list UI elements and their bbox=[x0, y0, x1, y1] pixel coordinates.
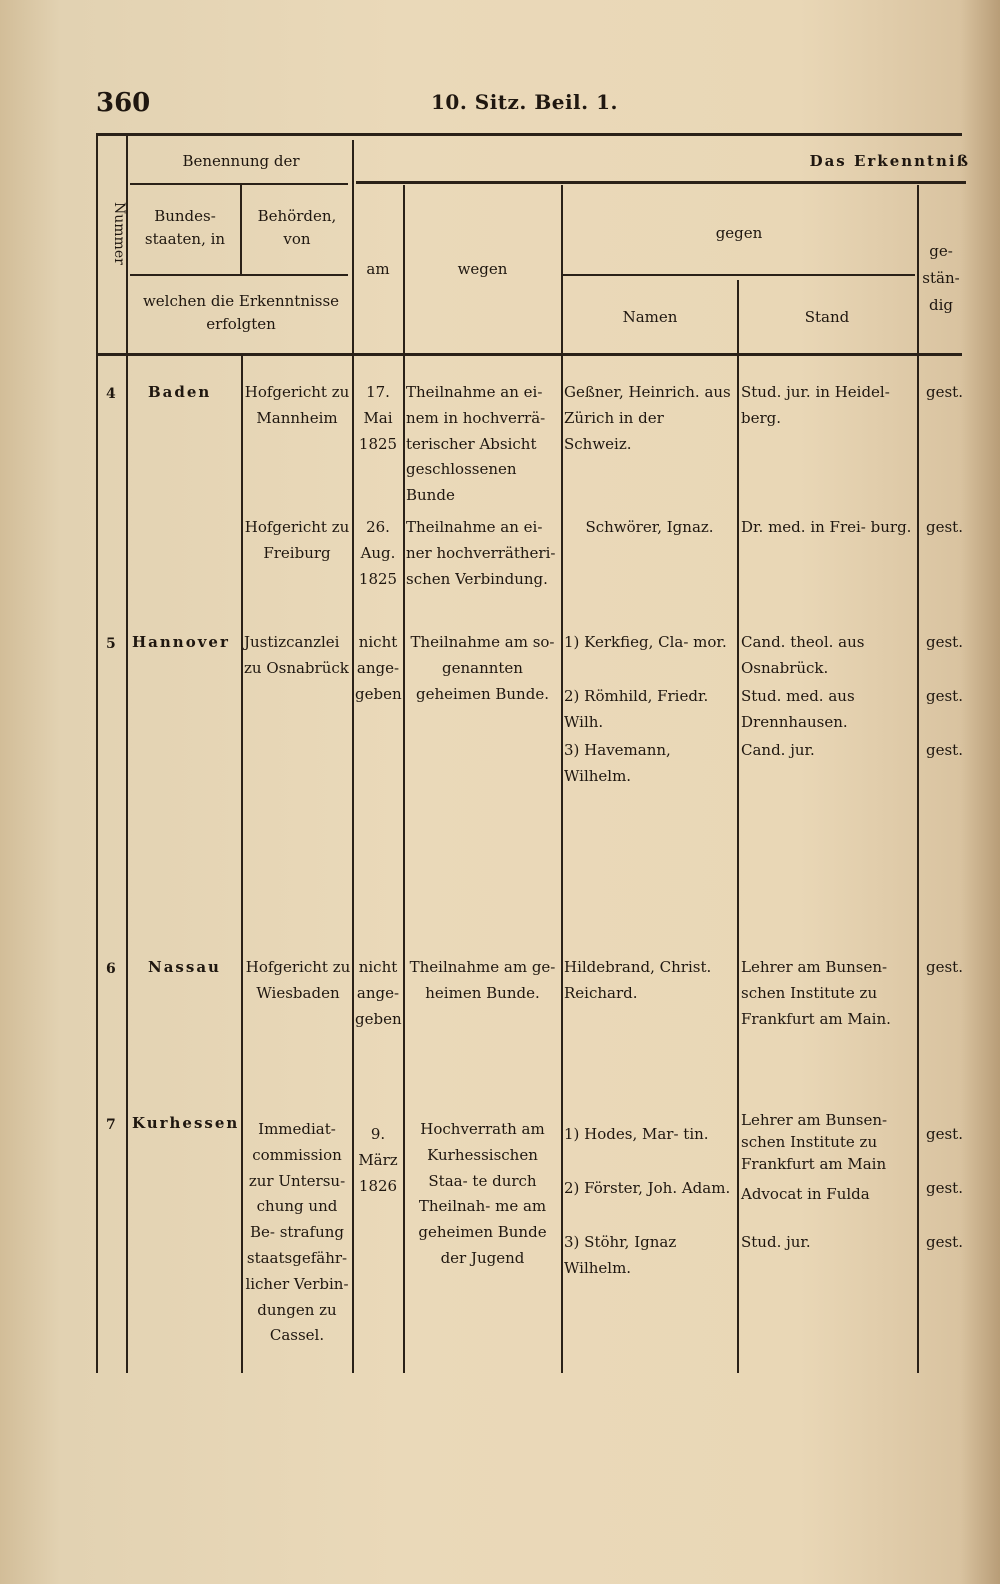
row-5-behoerde: Justizcanzlei zu Osnabrück bbox=[244, 633, 349, 677]
row-4-behoerde: Hofgericht zu Mannheim bbox=[244, 383, 350, 427]
row-6-number: 6 bbox=[106, 961, 116, 977]
row-7-wegen: Hochverrath am Kurhessischen Staa- te durch Theilnah- me am geheimen Bunde der Jugend bbox=[418, 1120, 547, 1267]
row-5-person-3-gest: gest. bbox=[926, 741, 963, 759]
row-4-am: 17. Mai 1825 bbox=[358, 383, 398, 453]
row-4-wegen: Theilnahme an ei- nem in hochverrä- terischer Absicht geschlossenen Bunde bbox=[406, 383, 546, 505]
header-gegen: gegen bbox=[715, 224, 763, 242]
header-gestaendig: ge- stän- dig bbox=[922, 242, 960, 314]
row-4-gest: gest. bbox=[926, 383, 963, 401]
row-4-state: Baden bbox=[148, 383, 212, 401]
row-4b-namen: Schwörer, Ignaz. bbox=[585, 518, 714, 536]
row-6-gest: gest. bbox=[926, 958, 963, 976]
row-7-behoerde: Immediat- commission zur Untersu- chung und Be- strafung staatsgefähr- licher Verbin- dungen zu Cassel. bbox=[245, 1120, 349, 1345]
row-5-state: Hannover bbox=[132, 633, 230, 651]
row-5-person-3-stand: Cand. jur. bbox=[741, 741, 815, 759]
row-4b-wegen: Theilnahme an ei- ner hochverrätheri- schen Verbindung. bbox=[406, 518, 556, 588]
header-benennung: Benennung der bbox=[182, 152, 300, 170]
row-7-person-1-gest: gest. bbox=[926, 1125, 963, 1143]
row-6-namen: Hildebrand, Christ. Reichard. bbox=[564, 958, 712, 1002]
row-4b-am: 26. Aug. 1825 bbox=[358, 518, 398, 588]
header-am: am bbox=[366, 260, 390, 278]
row-4b-behoerde: Hofgericht zu Freiburg bbox=[244, 518, 350, 562]
row-4b-stand: Dr. med. in Frei- burg. bbox=[741, 518, 912, 536]
row-7-person-1-name: 1) Hodes, Mar- tin. bbox=[564, 1125, 709, 1143]
header-wegen: wegen bbox=[457, 260, 508, 278]
row-4-stand: Stud. jur. in Heidel- berg. bbox=[741, 383, 890, 427]
header-behoerden: Behörden, von bbox=[257, 207, 337, 249]
row-7-person-3-name: 3) Stöhr, Ignaz Wilhelm. bbox=[564, 1233, 677, 1277]
row-7-person-3-gest: gest. bbox=[926, 1233, 963, 1251]
row-6-am: nicht ange- geben bbox=[355, 958, 402, 1028]
header-bundesstaaten: Bundes- staaten, in bbox=[144, 207, 226, 249]
row-4-namen: Geßner, Heinrich. aus Zürich in der Schweiz. bbox=[564, 383, 731, 453]
row-5-person-2-gest: gest. bbox=[926, 687, 963, 705]
row-4b-gest: gest. bbox=[926, 518, 963, 536]
row-5-person-1-stand: Cand. theol. aus Osnabrück. bbox=[741, 633, 865, 677]
row-7-number: 7 bbox=[106, 1117, 116, 1133]
header-erkenntnis: Das Erkenntniß bbox=[809, 152, 970, 170]
row-6-behoerde: Hofgericht zu Wiesbaden bbox=[245, 958, 351, 1002]
row-7-person-2-stand: Advocat in Fulda bbox=[741, 1185, 870, 1203]
row-5-person-2-name: 2) Römhild, Friedr. Wilh. bbox=[564, 687, 709, 731]
row-5-wegen: Theilnahme am so- genannten geheimen Bunde. bbox=[410, 633, 555, 703]
running-head: 10. Sitz. Beil. 1. bbox=[431, 90, 618, 114]
row-7-state: Kurhessen bbox=[132, 1114, 240, 1132]
row-7-person-2-name: 2) Förster, Joh. Adam. bbox=[564, 1179, 731, 1197]
row-7-person-1-stand: Lehrer am Bunsen- schen Institute zu Frankfurt am Main bbox=[741, 1111, 888, 1173]
header-nummer: Nummer bbox=[111, 202, 127, 265]
row-6-state: Nassau bbox=[148, 958, 221, 976]
row-5-person-1-gest: gest. bbox=[926, 633, 963, 651]
row-6-stand: Lehrer am Bunsen- schen Institute zu Frankfurt am Main. bbox=[741, 958, 891, 1028]
row-5-am: nicht ange- geben bbox=[355, 633, 402, 703]
page-number: 360 bbox=[96, 88, 151, 118]
row-7-person-3-stand: Stud. jur. bbox=[741, 1233, 811, 1251]
row-5-person-2-stand: Stud. med. aus Drennhausen. bbox=[741, 687, 855, 731]
row-5-person-1-name: 1) Kerkfieg, Cla- mor. bbox=[564, 633, 727, 651]
row-5-person-3-name: 3) Havemann, Wilhelm. bbox=[564, 741, 671, 785]
header-welchen: welchen die Erkenntnisse erfolgten bbox=[142, 292, 340, 334]
row-6-wegen: Theilnahme am ge- heimen Bunde. bbox=[409, 958, 556, 1002]
header-stand: Stand bbox=[804, 308, 850, 326]
row-5-number: 5 bbox=[106, 636, 116, 652]
row-7-person-2-gest: gest. bbox=[926, 1179, 963, 1197]
header-namen: Namen bbox=[622, 308, 678, 326]
row-7-am: 9. März 1826 bbox=[358, 1125, 398, 1195]
row-4-number: 4 bbox=[106, 386, 116, 402]
